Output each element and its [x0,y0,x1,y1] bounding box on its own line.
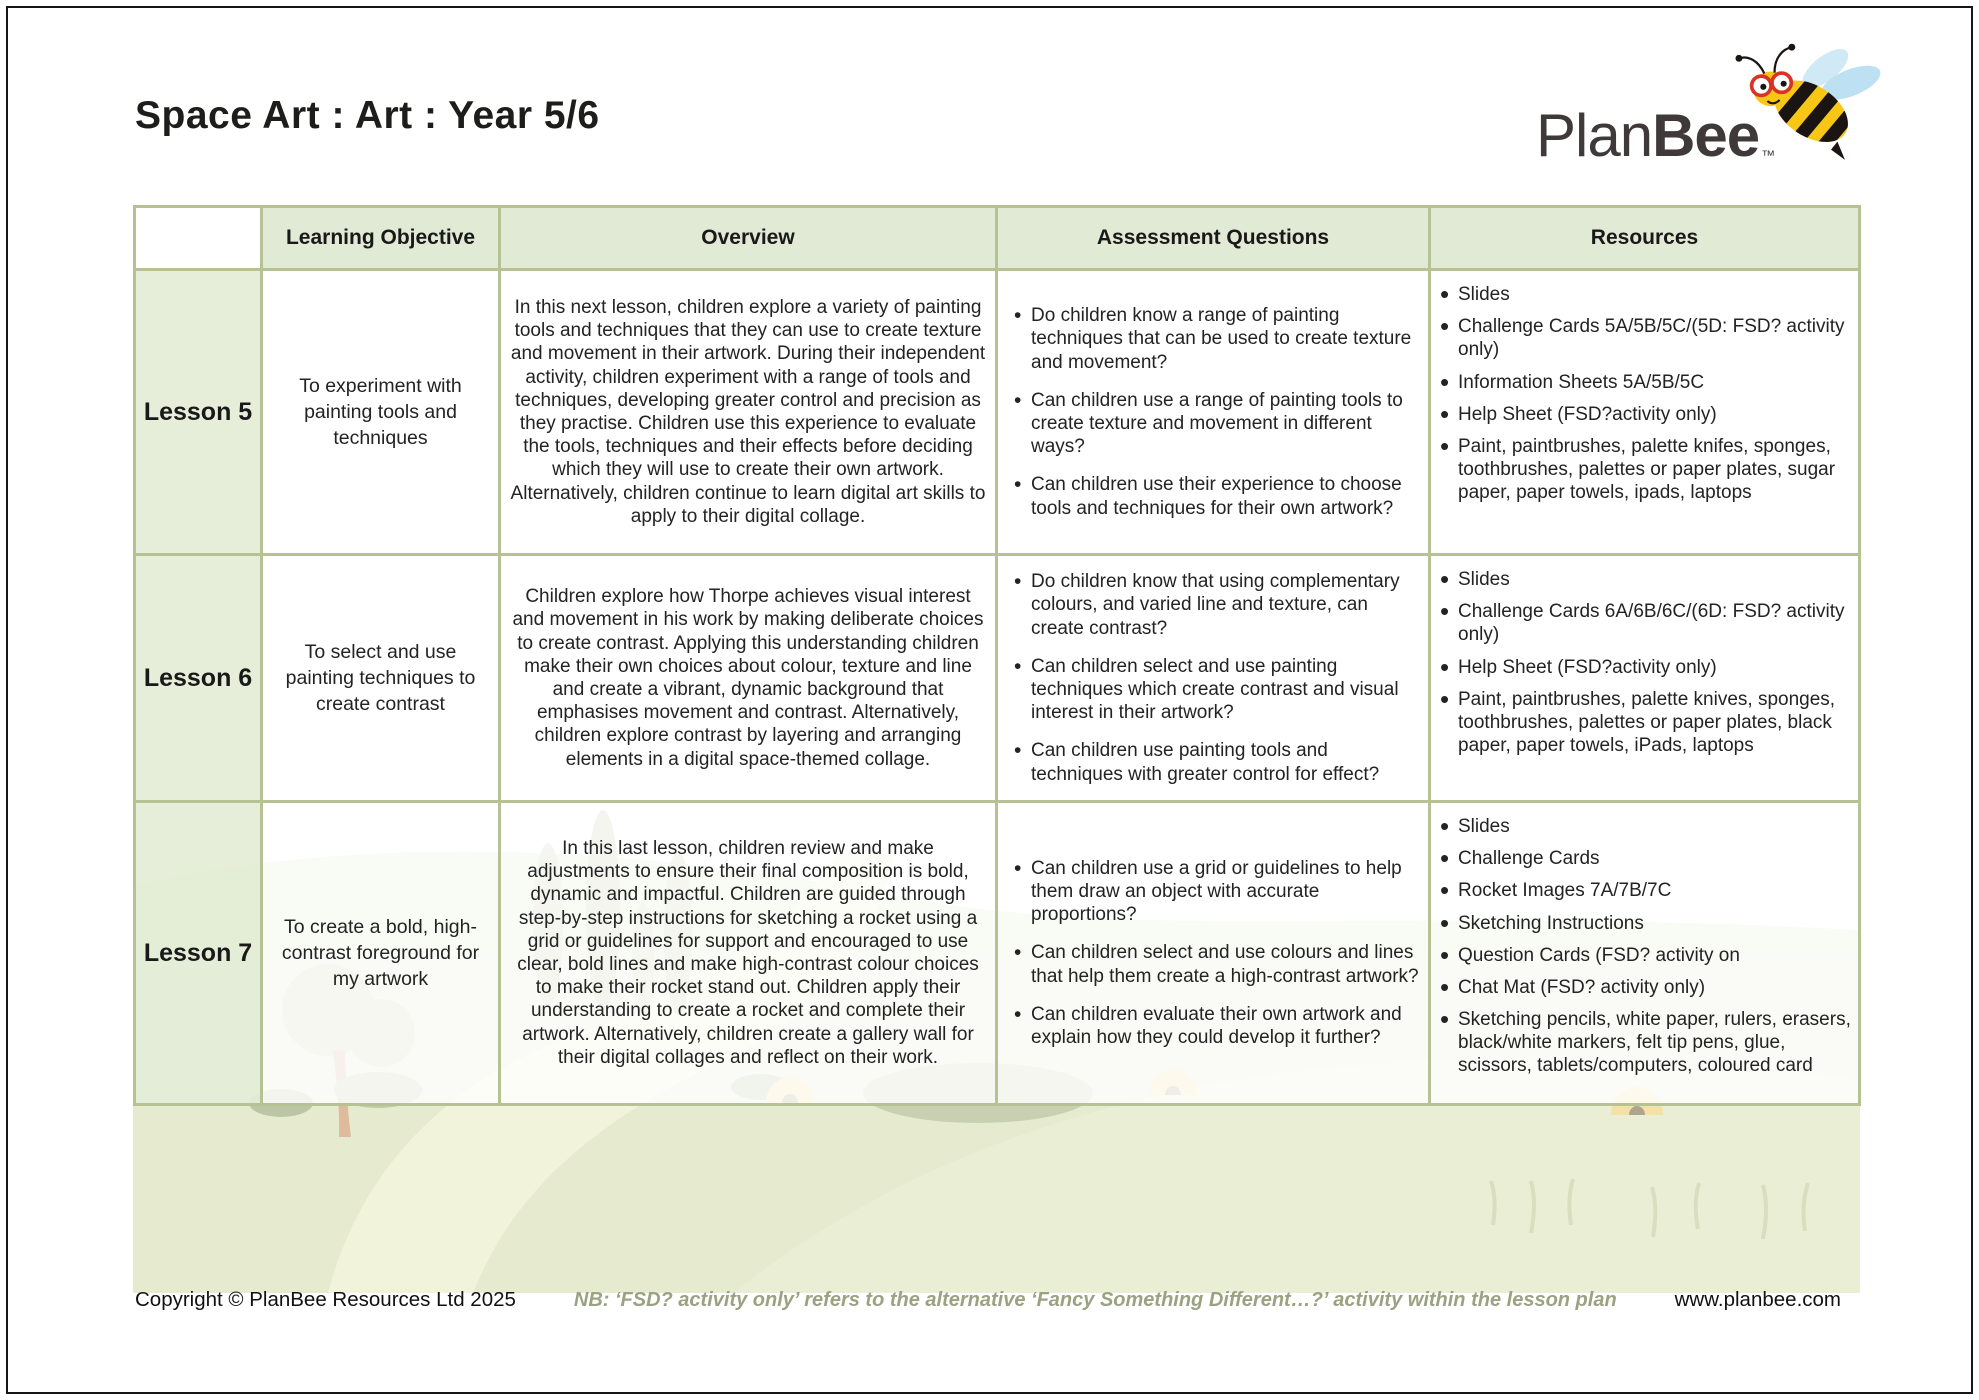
page-title: Space Art : Art : Year 5/6 [135,94,600,137]
table-header-row [135,207,1860,270]
page-frame [6,6,1973,1394]
objective-cell: To create a bold, high-contrast foreground for my artwork [262,802,500,1105]
resource-item: • Challenge Cards [1441,847,1852,870]
assessment-questions-list [1010,304,1420,519]
assessment-question-item: • Can children select and use colours and lines that help them create a high-contrast artwork? [1010,941,1420,987]
assessment-question-item: • Can children use a range of painting tools to create texture and movement in different ways? [1010,389,1420,459]
resources-list [1441,815,1852,1078]
footer-fsd-note: NB: ‘FSD? activity only’ refers to the alternative ‘Fancy Something Different…?’ activity within the lesson plan [573,1289,1617,1311]
lesson-plan-table [133,205,1861,1106]
column-header-resources: Resources [1430,207,1860,270]
resources-cell [1430,802,1860,1105]
assessment-questions-list [1010,857,1420,1049]
table-row-lesson-5 [135,270,1860,555]
planbee-logo-text [1536,101,1775,170]
assessment-questions-cell [997,555,1430,802]
overview-cell: Children explore how Thorpe achieves visual interest and movement in his work by making deliberate choices to create contrast. Applying this understanding children make their own choices about colour, texture and line and create a vibrant, dynamic background that emphasises movement and contrast. Alternatively, children explore contrast by layering and arranging elements in a digital space-themed collage. [500,555,997,802]
resource-item: • Question Cards (FSD? activity on [1441,944,1852,967]
assessment-question-item: • Do children know that using complementary colours, and varied line and texture, can create contrast? [1010,570,1420,640]
resource-item: • Sketching Instructions [1441,912,1852,935]
resource-item: • Challenge Cards 5A/5B/5C/(5D: FSD? activity only) [1441,315,1852,361]
assessment-question-item: • Can children evaluate their own artwork and explain how they could develop it further? [1010,1003,1420,1049]
assessment-question-item: • Do children know a range of painting techniques that can be used to create texture and movement? [1010,304,1420,374]
assessment-question-item: • Can children select and use painting techniques which create contrast and visual interest in their artwork? [1010,655,1420,725]
resource-item: • Paint, paintbrushes, palette knifes, sponges, toothbrushes, palettes or paper plates, sugar paper, paper towels, ipads, laptops [1441,435,1852,505]
resource-item: • Challenge Cards 6A/6B/6C/(6D: FSD? activity only) [1441,600,1852,646]
assessment-questions-list [1010,570,1420,785]
resources-cell [1430,555,1860,802]
overview-cell: In this last lesson, children review and make adjustments to ensure their final composition is bold, dynamic and impactful. Children are guided through step-by-step instructions for sketching a rocket using a grid or guidelines for support and encouraged to use clear, bold lines and make high-contrast colour choices to make their rocket stand out. Children apply their understanding to create a rocket and complete their artwork. Alternatively, children create a gallery wall for their digital collages and reflect on their work. [500,802,997,1105]
footer-website: www.planbee.com [1674,1288,1841,1311]
lesson-label: Lesson 6 [135,555,262,802]
table-corner-spacer [135,207,262,270]
resource-item: • Slides [1441,815,1852,838]
assessment-question-item: • Can children use painting tools and techniques with greater control for effect? [1010,739,1420,785]
resource-item: • Rocket Images 7A/7B/7C [1441,879,1852,902]
assessment-questions-cell [997,270,1430,555]
planbee-logo [1508,38,1928,178]
lesson-label: Lesson 5 [135,270,262,555]
assessment-question-item: • Can children use their experience to choose tools and techniques for their own artwork? [1010,473,1420,519]
logo-tm: ™ [1761,147,1775,163]
logo-bee: Bee [1652,102,1760,169]
page-footer [135,1288,1841,1312]
resource-item: • Slides [1441,568,1852,591]
column-header-assessment-questions: Assessment Questions [997,207,1430,270]
resource-item: • Information Sheets 5A/5B/5C [1441,371,1852,394]
resources-list [1441,568,1852,757]
resource-item: • Sketching pencils, white paper, rulers, erasers, black/white markers, felt tip pens, glue, scissors, tablets/computers, coloured card [1441,1008,1852,1078]
lesson-label: Lesson 7 [135,802,262,1105]
assessment-questions-cell [997,802,1430,1105]
objective-cell: To select and use painting techniques to create contrast [262,555,500,802]
footer-copyright: Copyright © PlanBee Resources Ltd 2025 [135,1288,516,1311]
resource-item: • Chat Mat (FSD? activity only) [1441,976,1852,999]
resource-item: • Slides [1441,283,1852,306]
overview-cell: In this next lesson, children explore a variety of painting tools and techniques that they can use to create texture and movement in their artwork. During their independent activity, children experiment with a range of tools and techniques, developing greater control and precision as they practise. Children use this experience to evaluate the tools, techniques and their effects before deciding which they will use to create their own artwork. Alternatively, children continue to learn digital art skills to apply to their digital collage. [500,270,997,555]
resource-item: • Help Sheet (FSD?activity only) [1441,403,1852,426]
resource-item: • Paint, paintbrushes, palette knives, sponges, toothbrushes, palettes or paper plates, black paper, paper towels, iPads, laptops [1441,688,1852,758]
resource-item: • Help Sheet (FSD?activity only) [1441,656,1852,679]
table-row-lesson-6 [135,555,1860,802]
assessment-question-item: • Can children use a grid or guidelines to help them draw an object with accurate proportions? [1010,857,1420,927]
resources-cell [1430,270,1860,555]
logo-plan: Plan [1536,102,1653,169]
objective-cell: To experiment with painting tools and techniques [262,270,500,555]
table-row-lesson-7 [135,802,1860,1105]
resources-list [1441,283,1852,504]
column-header-overview: Overview [500,207,997,270]
column-header-learning-objective: Learning Objective [262,207,500,270]
